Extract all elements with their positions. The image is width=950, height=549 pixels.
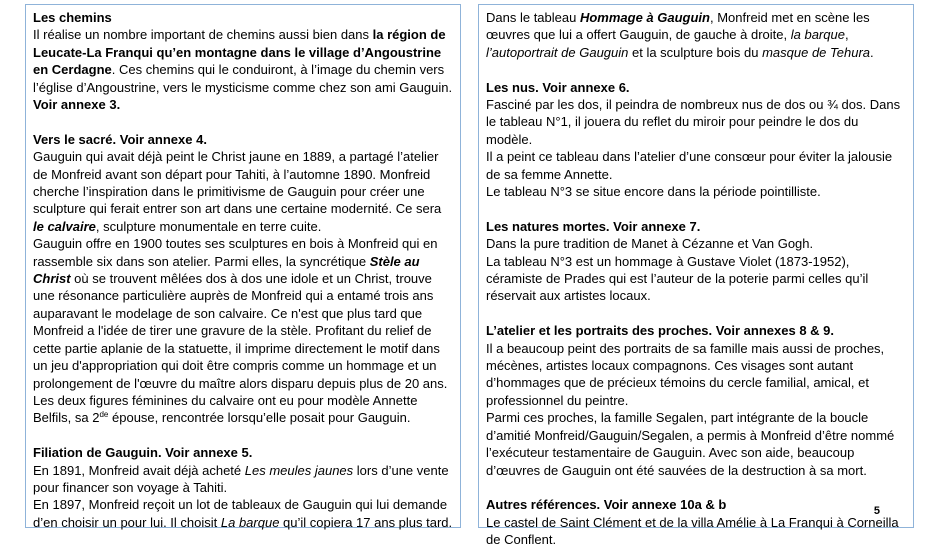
paragraph: [33, 496, 454, 531]
section-heading: Les natures mortes. Voir annexe 7.: [486, 218, 701, 234]
section-nus: [486, 79, 907, 201]
text-run: Il réalise un nombre important de chemins aussi bien dans: [33, 27, 373, 43]
paragraph: Le tableau N°3 se situe encore dans la période pointilliste.: [486, 184, 821, 200]
section-hommage: [486, 9, 907, 61]
left-column: [25, 4, 461, 528]
text-run-bold: la région de Leucate-La Franqui qu’en montagne dans le village d’Angoustrine en Cerdagne: [33, 27, 446, 78]
right-column: [478, 4, 914, 548]
paragraph: La tableau N°3 est un hommage à Gustave Violet (1873-1952), céramiste de Prades qui est l’auteur de la poterie parmi celles qu’il réservait aux artistes locaux.: [486, 253, 869, 304]
text-run: ,: [844, 27, 849, 43]
paragraph: Il a beaucoup peint des portraits de sa famille mais aussi de proches, mécènes, artistes locaux compagnons. Ces visages sont autant d’hommages que de précieux témoins du cercle familial, amical, et professionnel du peintre.: [486, 340, 885, 408]
paragraph: Il a peint ce tableau dans l’atelier d’une consœur pour éviter la jalousie de sa femme Annette.: [486, 149, 893, 182]
text-run: , sculpture monumentale en terre cuite.: [95, 218, 322, 234]
section-heading: Les nus. Voir annexe 6.: [486, 79, 630, 95]
section-heading: Autres références. Voir annexe 10a & b: [486, 497, 727, 513]
paragraph: Fasciné par les dos, il peindra de nombreux nus de dos ou ¾ dos. Dans le tableau N°1, il jouera du reflet du miroir pour peindre le dos du modèle.: [486, 97, 901, 147]
section-heading: Les chemins: [33, 10, 112, 25]
section-chemins: [33, 9, 454, 113]
section-heading: Filiation de Gauguin. Voir annexe 5.: [33, 445, 253, 461]
text-run: Les deux figures féminines du calvaire ont eu pour modèle Annette Belfils, sa 2: [33, 392, 418, 426]
text-run: Dans le tableau: [486, 10, 580, 25]
artwork-title: Les meules jaunes: [244, 462, 354, 478]
artwork-title: le calvaire: [33, 218, 96, 234]
artwork-title: la barque: [790, 27, 845, 43]
text-run: En 1897, Monfreid reçoit un lot de tableaux de Gauguin qui lui demande d’en choisir un pour lui. Il choisit: [33, 497, 448, 530]
text-run: lors d’une vente pour financer son voyage à Tahiti.: [33, 462, 449, 495]
paragraph: Parmi ces proches, la famille Segalen, part intégrante de la boucle d’amitié Monfreid/Gauguin/Segalen, a permis à Monfreid d’être nommé l’exécuteur testamentaire de Gauguin. Avec son aide, beaucoup d’œuvres de Gauguin ont été sauvées de la destruction à sa mort.: [486, 410, 895, 478]
text-run: où se trouvent mêlées dos à dos une idole et un Christ, trouve une résonance particulière auprès de Monfreid qui a entamé trois ans auparavant le modelage de son calvaire. Ce n'est que plus tard que Monfreid a l'idée de tirer une gravure de la stèle. Profitant du relief de cette partie aplanie de la statuette, il imprime directement le motif dans un jeu d'appropriation qui doit être compris comme un hommage et un prolongement de l'œuvre du maître alors disparu depuis plus de 20 ans.: [33, 271, 448, 391]
artwork-title: masque de Tehura: [762, 44, 871, 60]
page-number: 5: [873, 505, 880, 517]
text-run: . Ces chemins qui le conduiront, à l’image du chemin vers l’église d’Angoustrine, vers le mysticisme comme chez son ami Gauguin.: [33, 62, 453, 95]
paragraph: [33, 148, 454, 235]
annex-reference: Voir annexe 3.: [33, 97, 121, 113]
superscript: de: [99, 410, 109, 420]
text-run: qu’il copiera 17 ans plus tard.: [279, 514, 453, 530]
text-run: .: [870, 44, 874, 60]
section-heading: L’atelier et les portraits des proches. Voir annexes 8 & 9.: [486, 323, 835, 339]
section-heading: Vers le sacré. Voir annexe 4.: [33, 131, 207, 147]
artwork-title: La barque: [220, 514, 280, 530]
section-atelier: [486, 322, 907, 479]
text-run: épouse, rencontrée lorsqu’elle posait pour Gauguin.: [108, 410, 411, 426]
artwork-title: Stèle au Christ: [33, 253, 420, 287]
text-run: Gauguin offre en 1900 toutes ses sculptures en bois à Monfreid qui en rassemble six dans son atelier. Parmi elles, la syncrétique: [33, 236, 438, 269]
text-run: En 1891, Monfreid avait déjà acheté: [33, 462, 245, 478]
paragraph: Le castel de Saint Clément et de la villa Amélie à La Franqui à Corneilla de Conflent.: [486, 514, 899, 548]
paragraph: [33, 392, 454, 427]
paragraph: [486, 9, 907, 61]
artwork-title: l’autoportrait de Gauguin: [486, 44, 629, 60]
paragraph: [33, 235, 454, 392]
section-filiation: [33, 444, 454, 531]
text-run: Gauguin qui avait déjà peint le Christ jaune en 1889, a partagé l’atelier de Monfreid avant son départ pour Tahiti, à l’automne 1890. Monfreid cherche l’inspiration dans le primitivisme de Gauguin pour créer une sculpture qui ferait entrer son art dans une certaine modernité. Ce sera: [33, 149, 442, 217]
text-run: , Monfreid met en scène les œuvres que lui a offert Gauguin, de gauche à droite,: [486, 10, 870, 43]
paragraph: Dans la pure tradition de Manet à Cézanne et Van Gogh.: [486, 236, 814, 252]
section-natures-mortes: [486, 218, 907, 305]
paragraph: [33, 462, 454, 497]
section-autres: [486, 496, 907, 548]
artwork-title: Hommage à Gauguin: [579, 10, 710, 25]
text-run: et la sculpture bois du: [628, 44, 763, 60]
paragraph: [33, 26, 454, 96]
section-sacre: [33, 131, 454, 427]
